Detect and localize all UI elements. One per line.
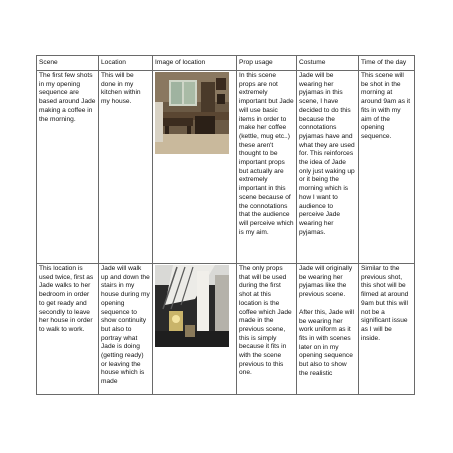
location-text: Jade will walk up and down the stairs in my house during my opening sequence to show continuity but also to portray what Jade is doing (getting ready) or leaving the house which is made	[101, 265, 150, 386]
kitchen-photo	[155, 72, 229, 154]
table-row	[37, 264, 415, 395]
costume-text-continued: After this, Jade will be wearing her work uniform as it fits in with scenes later on in my opening sequence but also to show the realistic	[299, 308, 354, 377]
table-row	[37, 71, 415, 264]
props-text: The only props that will be used during the first shot at this location is the coffee which Jade made in the previous scene, this is simply because it fits in with the scene previous to this one.	[239, 265, 292, 377]
cell-costume	[297, 264, 359, 395]
kitchen-photo-drawing	[155, 72, 229, 154]
time-text: Similar to the previous shot, this shot will be filmed at around 9am but this will not be a significant issue as I will be inside.	[361, 265, 409, 342]
cell-image	[153, 264, 237, 395]
header-costume: Costume	[297, 56, 359, 71]
header-row	[37, 56, 415, 71]
location-text: This will be done in my kitchen within my house.	[101, 72, 141, 106]
header-props: Prop usage	[237, 56, 297, 71]
cell-props	[237, 264, 297, 395]
cell-time	[359, 264, 415, 395]
cell-location	[99, 71, 153, 264]
location-table	[36, 55, 415, 395]
cell-location	[99, 264, 153, 395]
costume-text: Jade will originally be wearing her pyjamas like the previous scene.	[299, 265, 353, 299]
location-recce-sheet	[36, 55, 416, 395]
scene-text: The first few shots in my opening sequence are based around Jade making a coffee in the morning.	[39, 72, 96, 123]
props-text: In this scene props are not extremely important but Jade will use basic items in order to make her coffee (kettle, mug etc..) these aren't thought to be important props but actually are extremely important in this scene because of the connotations that the audience will perceive which is my aim.	[239, 72, 294, 236]
header-time: Time of the day	[359, 56, 415, 71]
cell-costume	[297, 71, 359, 264]
header-scene: Scene	[37, 56, 99, 71]
staircase-photo	[155, 265, 229, 347]
header-location: Location	[99, 56, 153, 71]
costume-text: Jade will be wearing her pyjamas in this scene, I have decided to do this because the connotations pyjamas have and what they are used for. This reinforces the idea of Jade only just waking up or it being the morning which is how I want to audience to perceive Jade wearing her pyjamas.	[299, 72, 355, 236]
paragraph-gap	[299, 300, 356, 309]
cell-scene	[37, 71, 99, 264]
staircase-photo-drawing	[155, 265, 229, 347]
cell-scene	[37, 264, 99, 395]
cell-time	[359, 71, 415, 264]
scene-text: This location is used twice, first as Jade walks to her bedroom in order to get ready and secondly to leave her house in order to walk to work.	[39, 265, 94, 333]
cell-props	[237, 71, 297, 264]
time-text: This scene will be shot in the morning at around 9am as it fits in with my aim of the opening sequence.	[361, 72, 411, 140]
header-image: Image of location	[153, 56, 237, 71]
cell-image	[153, 71, 237, 264]
